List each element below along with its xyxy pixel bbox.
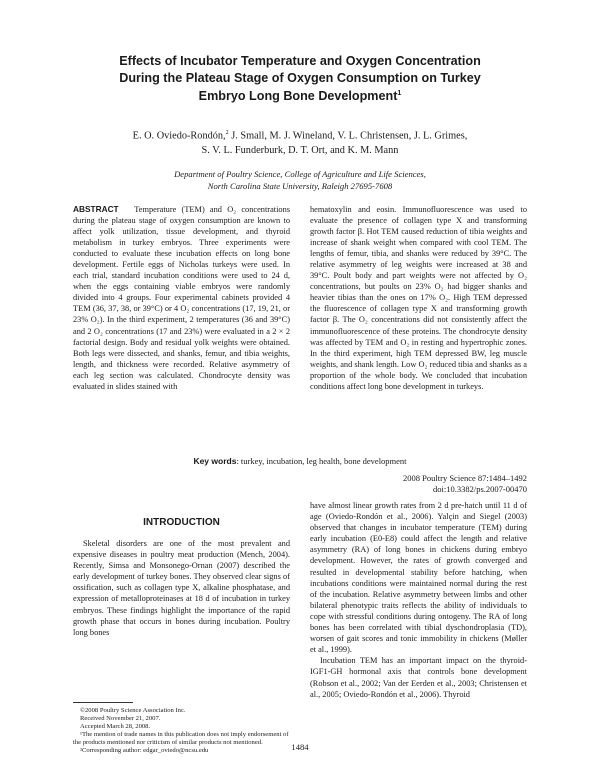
- author-footnote-marker: 2: [225, 130, 229, 136]
- affiliation-line: Department of Poultry Science, College of Agriculture and Life Sciences,: [174, 169, 426, 179]
- article-title: [80, 53, 520, 105]
- body-right-column: [310, 500, 527, 700]
- footnote: ©2008 Poultry Science Association Inc.: [80, 707, 186, 714]
- abstract-left-column: [73, 204, 290, 392]
- first-author: E. O. Oviedo-Rondón,: [132, 130, 226, 142]
- abstract-text: Temperature (TEM) and O₂ concentrations during the plateau stage of oxygen consumption are known to affect yolk utilization, tissue development, and thyroid metabolism in turkey embryos. Three experiments were conducted to evaluate these incubation effects on long bone development. Fertile eggs of Nicholas turkeys were used. In each trial, standard incubation conditions were used to 24 d, when the eggs containing viable embryos were randomly divided into 4 groups. Four experimental cabinets provided 4 TEM (36, 37, 38, or 39°C) or 4 O₂ concentrations (17, 19, 21, or 23% O₂). In the third experiment, 2 temperatures (36 and 39°C) and 2 O₂ concentrations (17 and 23%) were evaluated in a 2 × 2 factorial design. Body and residual yolk weights were obtained. Both legs were dissected, and shanks, femur, and tibia weights, length, and thickness were recorded. Relative asymmetry of each leg section was calculated. Chondrocyte density was evaluated in slides stained with: [73, 205, 290, 391]
- citation-block: [403, 473, 527, 495]
- footnote: Received November 21, 2007.: [80, 715, 161, 723]
- keywords-text: : turkey, incubation, leg health, bone development: [236, 456, 407, 466]
- footnote: ¹The mention of trade names in this publication does not imply endorsement of the products mentioned nor criticism of similar products not mentioned.: [73, 731, 289, 747]
- keywords: [73, 456, 527, 466]
- author-list: [70, 126, 530, 158]
- page-number: 1484: [291, 742, 309, 752]
- title-footnote-marker: 1: [397, 90, 402, 97]
- footnote: Accepted March 28, 2008.: [80, 723, 151, 731]
- title-line-text: Embryo Long Bone Development: [198, 89, 398, 104]
- paragraph: Skeletal disorders are one of the most prevalent and expensive diseases in poultry meat production (Mench, 2004). Recently, Simsa and Monsonego-Ornan (2007) described the early development of turkey bones. They observed clear signs of ossification, such as collagen type X, alkaline phosphatase, and expression of metalloproteinases at 18 d of incubation in turkey embryos. These findings highlight the importance of the rapid growth phase that occurs in bones during incubation. Poultry long bones: [73, 539, 290, 637]
- footnote-divider: [73, 702, 133, 703]
- title-line: Effects of Incubator Temperature and Oxygen Concentration: [119, 54, 481, 68]
- keywords-label: Key words: [193, 456, 237, 466]
- abstract-label: ABSTRACT: [73, 204, 119, 214]
- abstract-paragraph: [73, 204, 290, 392]
- abstract-right-column: [310, 204, 527, 392]
- co-authors: J. Small, M. J. Wineland, V. L. Christensen, J. L. Grimes,: [228, 130, 468, 142]
- section-heading-introduction: INTRODUCTION: [143, 517, 220, 528]
- paragraph: Incubation TEM has an important impact on the thyroid-IGF1-GH hormonal axis that controls bone development (Robson et al., 2002; Van der Eerden et al., 2003; Christensen et al., 2005; Oviedo-Rondón et al., 2006). Thyroid: [310, 656, 527, 699]
- abstract-text-continued: hematoxylin and eosin. Immunofluorescence was used to evaluate the presence of collagen type X and transforming growth factor β. Hot TEM caused reduction of tibia weights and increase of shank weight when compared with cool TEM. The lengths of femur, tibia, and shanks were reduced by 39°C. The relative asymmetry of leg weights were increased at 38 and 39°C. Poult body and part weights were not affected by O₂ concentrations, but poults on 23% O₂ had bigger shanks and heavier tibias than the ones on 17% O₂. High TEM depressed the fluorescence of collagen type X and transforming growth factor β. The O₂ concentrations did not consistently affect the immunofluorescence of these proteins. The chondrocyte density was affected by TEM and O₂ in resting and hypertrophic zones. In the third experiment, high TEM depressed BW, leg muscle weights, and shank length. Low O₂ reduced tibia and shanks as a proportion of the whole body. We concluded that incubation conditions affect long bone development in turkeys.: [310, 205, 527, 391]
- paragraph: have almost linear growth rates from 2 d pre-hatch until 11 d of age (Oviedo-Rondón et al., 2006). Yalçin and Siegel (2003) observed that changes in incubator temperature (TEM) during early incubation (E0-E8) could affect the length and relative asymmetry (RA) of long bones in chickens during embryo development. However, the rates of growth converged and resulted in developmental stability before hatching, when incubations conditions were maintained normal during the rest of the incubation. Relative asymmetry between limbs and other bilateral phenotypic traits reflects the ability of individuals to cope with stressful conditions during ontogeny. The RA of long bones has been correlated with tibial dyschondroplasia (TD), worsen of gait scores and tonic immobility in chickens (Møller et al., 1999).: [310, 501, 527, 655]
- author-line: [70, 126, 530, 143]
- body-left-column: [73, 538, 290, 638]
- journal-citation: 2008 Poultry Science 87:1484–1492: [403, 473, 527, 483]
- affiliation: [80, 168, 520, 192]
- footnote: ²Corresponding author: edgar_oviedo@ncsu.edu: [80, 747, 209, 755]
- author-line: S. V. L. Funderburk, D. T. Ort, and K. M. Mann: [201, 145, 399, 157]
- doi: doi:10.3382/ps.2007-00470: [433, 484, 527, 495]
- title-line: During the Plateau Stage of Oxygen Consumption on Turkey: [119, 70, 481, 85]
- affiliation-line: North Carolina State University, Raleigh 27695-7608: [207, 181, 393, 191]
- title-line: [80, 86, 520, 105]
